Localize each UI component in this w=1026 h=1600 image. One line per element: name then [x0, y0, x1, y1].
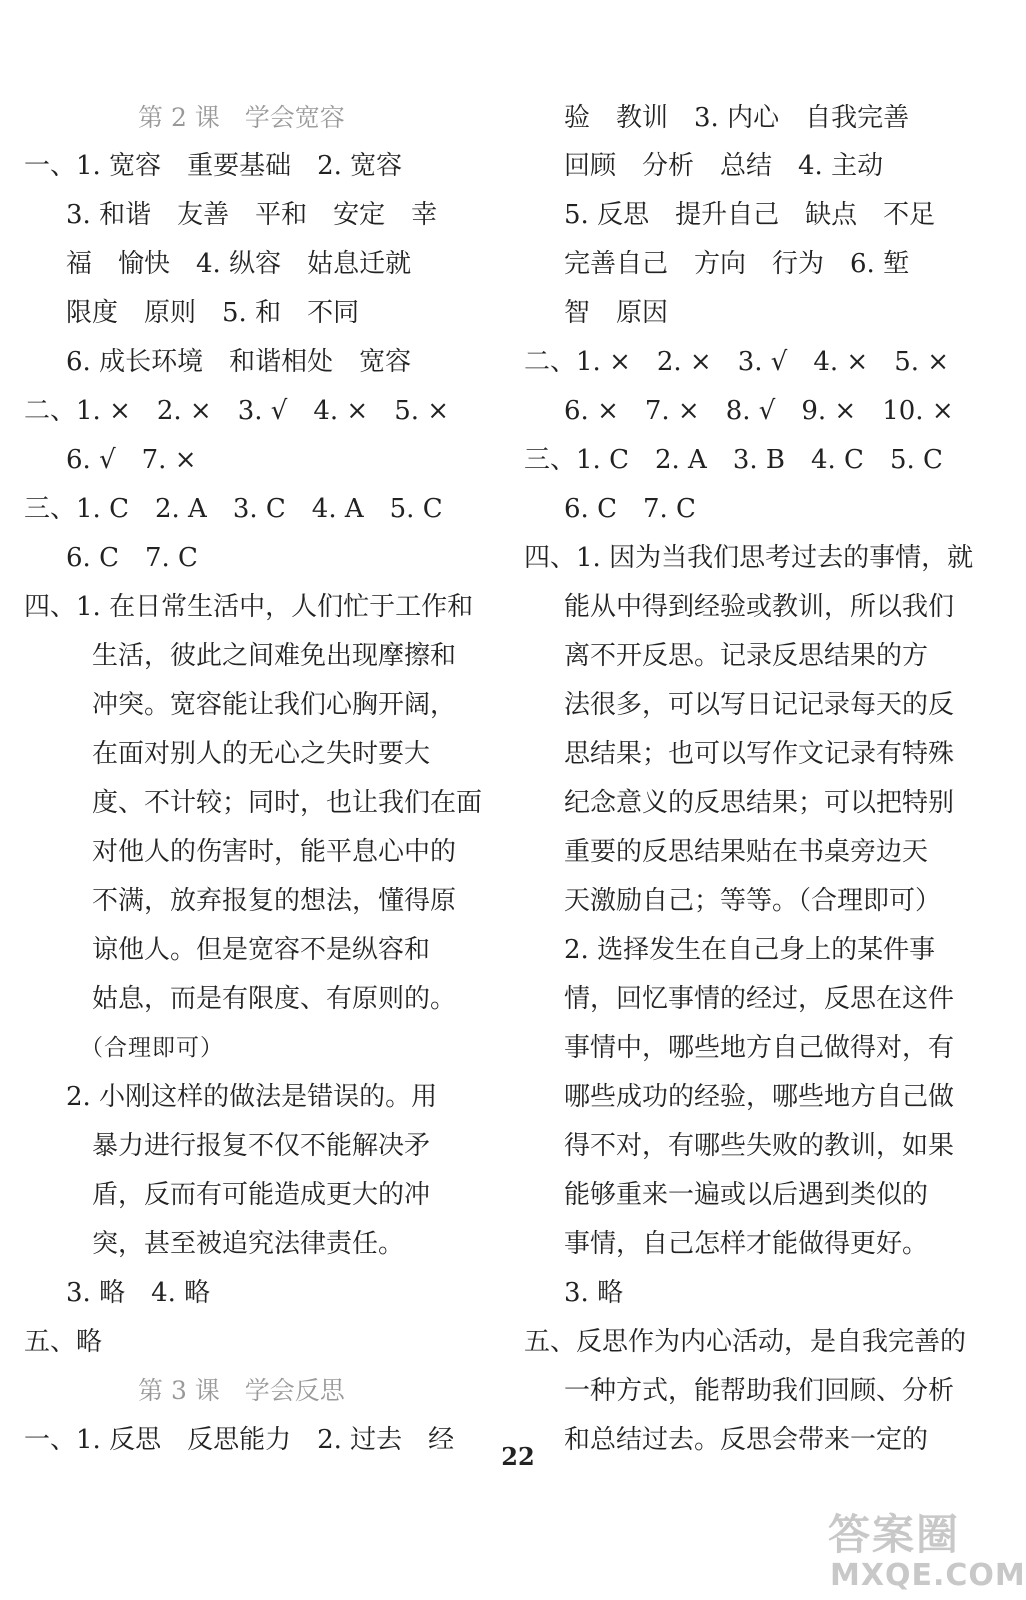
text-line: 事情，自己怎样才能做得更好。 [564, 1229, 929, 1259]
lesson-2-title: 第 2 课 学会宽容 [138, 103, 345, 132]
text-line: 三、1. C 2. A 3. C 4. A 5. C [24, 494, 443, 524]
text-line: 6. √ 7. × [66, 445, 197, 475]
text-line: 突，甚至被追究法律责任。 [92, 1229, 405, 1259]
text-line: 生活，彼此之间难免出现摩擦和 [92, 641, 457, 671]
text-line: 情，回忆事情的经过，反思在这件 [564, 984, 955, 1014]
text-line: 对他人的伤害时，能平息心中的 [92, 837, 457, 867]
text-line: 冲突。宽容能让我们心胸开阔， [92, 690, 457, 720]
text-line: 2. 小刚这样的做法是错误的。用 [66, 1082, 438, 1112]
text-line: 得不对，有哪些失败的教训，如果 [564, 1131, 955, 1161]
text-line: 三、1. C 2. A 3. B 4. C 5. C [524, 445, 943, 475]
text-line: 6. × 7. × 8. √ 9. × 10. × [564, 396, 954, 426]
watermark-url: MXQE.COM [830, 1558, 1026, 1593]
text-line: 3. 和谐 友善 平和 安定 幸 [66, 200, 438, 230]
text-line: 能够重来一遍或以后遇到类似的 [564, 1180, 929, 1210]
text-line: 盾，反而有可能造成更大的冲 [92, 1180, 431, 1210]
text-line: 6. C 7. C [66, 543, 198, 573]
text-line: 3. 略 [564, 1278, 624, 1308]
text-line: 天激励自己；等等。（合理即可） [564, 886, 942, 916]
text-line: 福 愉快 4. 纵容 姑息迁就 [66, 249, 412, 279]
text-line: 二、1. × 2. × 3. √ 4. × 5. × [524, 347, 950, 377]
text-line: 姑息，而是有限度、有原则的。 [92, 984, 457, 1014]
text-line: 2. 选择发生在自己身上的某件事 [564, 935, 936, 965]
page-number: 22 [501, 1442, 535, 1471]
text-line: 6. 成长环境 和谐相处 宽容 [66, 347, 412, 377]
text-line: 5. 反思 提升自己 缺点 不足 [564, 200, 936, 230]
text-line: 法很多，可以写日记记录每天的反 [564, 690, 955, 720]
text-line: （合理即可） [80, 1035, 224, 1061]
text-line: 能从中得到经验或教训，所以我们 [564, 592, 955, 622]
text-line: 纪念意义的反思结果；可以把特别 [564, 788, 955, 818]
text-line: 四、1. 因为当我们思考过去的事情，就 [524, 543, 974, 573]
text-line: 谅他人。但是宽容不是纵容和 [92, 935, 431, 965]
text-line: 智 原因 [564, 298, 669, 328]
text-line: 离不开反思。记录反思结果的方 [564, 641, 929, 671]
text-line: 3. 略 4. 略 [66, 1278, 211, 1308]
text-line: 事情中，哪些地方自己做得对，有 [564, 1033, 955, 1063]
text-line: 完善自己 方向 行为 6. 堑 [564, 249, 910, 279]
text-line: 一、1. 宽容 重要基础 2. 宽容 [24, 151, 403, 181]
text-line: 重要的反思结果贴在书桌旁边天 [564, 837, 929, 867]
watermark-logo [828, 1498, 1026, 1600]
text-line: 限度 原则 5. 和 不同 [66, 298, 360, 328]
text-line: 在面对别人的无心之失时要大 [92, 739, 431, 769]
text-line: 6. C 7. C [564, 494, 696, 524]
text-line: 度、不计较；同时，也让我们在面 [92, 788, 483, 818]
text-line: 一种方式，能帮助我们回顾、分析 [564, 1376, 955, 1406]
text-line: 哪些成功的经验，哪些地方自己做 [564, 1082, 955, 1112]
text-line: 五、反思作为内心活动，是自我完善的 [524, 1327, 967, 1357]
text-line: 思结果；也可以写作文记录有特殊 [564, 739, 955, 769]
watermark-title: 答案圈 [828, 1510, 961, 1559]
text-line: 二、1. × 2. × 3. √ 4. × 5. × [24, 396, 450, 426]
text-line: 暴力进行报复不仅不能解决矛 [92, 1131, 431, 1161]
lesson-3-title: 第 3 课 学会反思 [138, 1376, 345, 1405]
text-line: 五、略 [24, 1327, 103, 1357]
text-line: 和总结过去。反思会带来一定的 [564, 1425, 929, 1455]
text-line: 验 教训 3. 内心 自我完善 [564, 103, 910, 133]
text-line: 四、1. 在日常生活中，人们忙于工作和 [24, 592, 474, 622]
text-line: 不满，放弃报复的想法，懂得原 [92, 886, 457, 916]
text-line: 回顾 分析 总结 4. 主动 [564, 151, 884, 181]
text-line: 一、1. 反思 反思能力 2. 过去 经 [24, 1425, 455, 1455]
